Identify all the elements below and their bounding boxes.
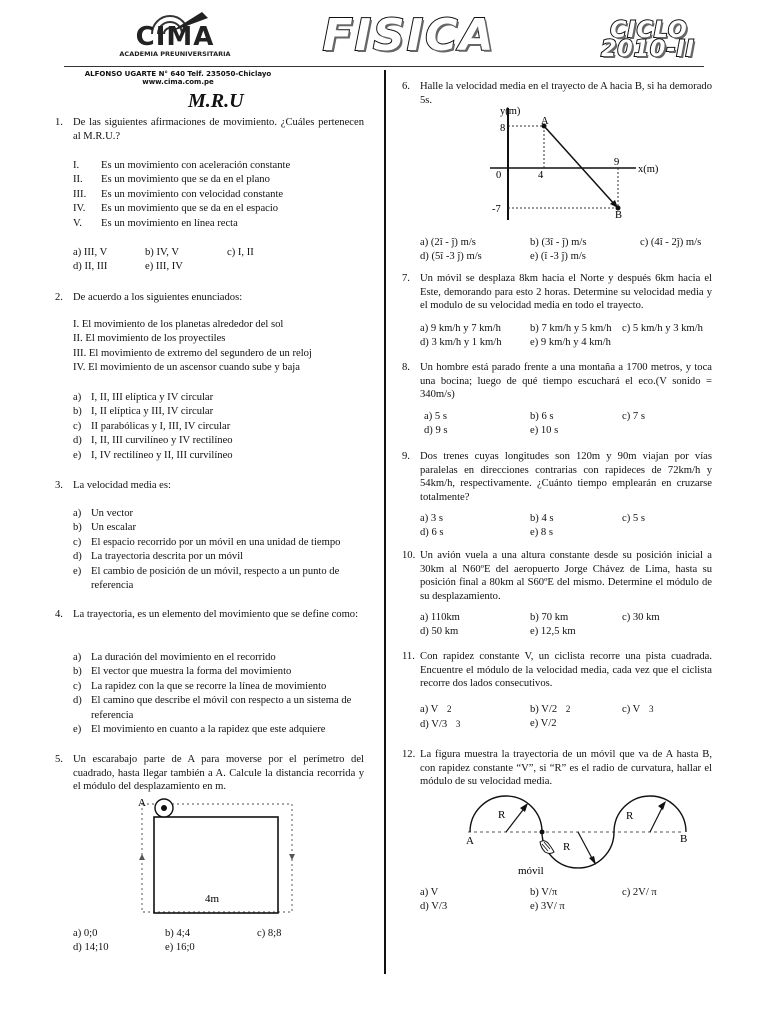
option: c) 7 s [622,411,645,422]
question-number: 9. [402,451,410,462]
question-number: 5. [55,754,63,765]
tick-label: 4 [538,170,544,181]
q3-options [73,507,365,593]
question-number: 10. [402,550,416,561]
ciclo-year: 2010-II [601,37,695,62]
option: b) (3î - ĵ) m/s [530,237,587,248]
option: b) IV, V [145,247,180,258]
option: d) 6 s [420,527,444,539]
list-item: I. El movimiento de los planetas alrededor del sol [73,319,284,330]
option: d) V/3 [420,901,448,913]
option: d) El camino que describe el móvil con respecto a un sistema de referencia [73,695,352,721]
option: a) I, II, III elíptica y IV circular [73,392,214,403]
question-number: 1. [55,117,63,128]
option: d) II, III [73,261,108,273]
option: b) 6 s [530,411,554,422]
option: c) La rapidez con la que se recorre la línea de movimiento [73,680,327,692]
question-text: Un escarabajo parte de A para moverse por el perímetro del cuadrado, hasta llegar también a A. Calcule la distancia recorrida y el módulo del desplazamiento en m. [73,754,364,793]
list-item: III. El movimiento de extremo del segundero de un reloj [73,347,312,359]
q11-options [420,702,720,733]
option: d) La trayectoria descrita por un móvil [73,551,244,563]
sqrt-radicand: 2 [565,704,571,714]
y-axis-label: y(m) [500,106,521,117]
q5-square-figure [130,796,300,920]
option: a) 9 km/h y 7 km/h [420,323,501,334]
option: a) 110km [420,612,460,623]
tick-label: 0 [496,170,502,181]
option: b) V/π [530,887,558,898]
question-9 [402,450,712,504]
q8-options [424,410,724,439]
option: e) El movimiento en cuanto a la rapidez que este adquiere [73,724,326,736]
label-a: A [138,797,146,809]
question-text: La velocidad media es: [73,480,171,491]
list-item: IV. Es un movimiento que se da en el espacio [73,203,279,215]
logo-text: CIMA [135,22,215,52]
list-item: V. Es un movimiento en línea recta [73,217,238,229]
option: c) V 3 [622,704,654,715]
question-text: Un hombre está parado frente a una montaña a 1700 metros, y toca una bocina; luego de qué tiempo escuchará el eco.(V sonido = 340m/s) [420,362,712,401]
q12-trajectory-figure [460,786,700,884]
option: d) (5î -3 ĵ) m/s [420,251,482,263]
question-text: De las siguientes afirmaciones de movimiento. ¿Cuáles pertenecen al M.R.U.? [73,117,364,142]
x-axis-label: x(m) [638,164,659,175]
q4-options [73,651,365,737]
ciclo-label: CICLO [610,18,688,43]
option: e) I, IV rectilíneo y II, III curvilíneo [73,449,233,461]
radius-label: R [498,809,506,821]
option: e) 16;0 [165,942,195,954]
q7-options [420,322,720,351]
point-b-label: B [680,833,688,845]
point-b-label: B [615,210,623,221]
radius-label: R [563,841,571,853]
tick-label: -7 [492,204,501,215]
question-number: 12. [402,749,416,760]
option: c) II parabólicas y I, III, IV circular [73,420,231,432]
list-item: II. El movimiento de los proyectiles [73,333,226,345]
option: c) 2V/ π [622,887,657,898]
movil-label: móvil [518,865,544,877]
option: e) 10 s [530,425,559,437]
option: c) 30 km [622,612,660,623]
option: d) V/3 3 [420,719,461,731]
sqrt-radicand: 2 [447,704,452,714]
option: b) El vector que muestra la forma del movimiento [73,666,292,678]
question-number: 8. [402,362,410,373]
option: a) La duración del movimiento en el recorrido [73,652,276,663]
header [0,0,768,86]
q5-options [73,927,373,956]
question-text: Con rapidez constante V, un ciclista recorre una pista cuadrada. Encuentre el módulo de la velocidad media, cada vez que el ciclista recorre dos lados consecutivos. [420,651,712,690]
question-text: Dos trenes cuyas longitudes son 120m y 90m viajan por vías paralelas en direcciones contrarias con rapideces de 72km/h y 54km/h, respectivamente. ¿Cuánto tiempo emplearán en cruzarse totalmente? [420,451,712,503]
sqrt-radicand: 3 [649,704,654,714]
header-web: www.cima.com.pe [142,78,214,86]
option: e) (î -3 ĵ) m/s [530,251,586,263]
option: d) I, II, III curvilíneo y IV rectilíneo [73,435,233,447]
option: c) (4î - 2ĵ) m/s [640,237,702,248]
option: b) 4;4 [165,928,191,939]
question-text: La figura muestra la trayectoria de un móvil que va de A hasta B, con rapidez constante “V”, si “R” es el radio de curvatura, hallar el módulo de su velocidad media. [420,749,712,788]
question-11 [402,650,712,691]
question-number: 2. [55,292,63,303]
option: e) 12,5 km [530,626,576,638]
question-1 [55,116,364,143]
option: c) El espacio recorrido por un móvil en una unidad de tiempo [73,536,341,548]
question-2 [55,291,364,305]
option: e) 3V/ π [530,901,565,913]
option: e) 9 km/h y 4 km/h [530,337,611,349]
option: e) III, IV [145,261,183,273]
radius-label: R [626,810,634,822]
option: b) 70 km [530,612,569,623]
question-8 [402,361,712,402]
header-address: ALFONSO UGARTE N° 640 Telf. 235050-Chiclayo [84,70,272,78]
option: a) 5 s [424,411,447,422]
option: d) 50 km [420,626,459,638]
option: a) Un vector [73,508,134,519]
option: e) V/2 [530,718,557,730]
hand-icon [540,841,554,854]
option: e) 8 s [530,527,553,539]
option: d) 3 km/h y 1 km/h [420,337,502,349]
side-label: 4m [205,893,220,905]
q6-graph-figure [486,104,666,224]
option: c) 8;8 [257,928,282,939]
option: c) 5 km/h y 3 km/h [622,323,703,334]
column-divider [384,70,386,974]
question-5 [55,753,364,794]
question-number: 6. [402,81,410,92]
q1-statements [73,159,373,231]
option: a) V 2 [420,704,452,715]
sqrt-radicand: 3 [455,719,461,730]
option: b) 7 km/h y 5 km/h [530,323,612,334]
tick-label: 8 [500,123,506,134]
header-divider [64,66,704,67]
logo-subtitle: ACADEMIA PREUNIVERSITARIA [119,50,231,58]
option: b) 4 s [530,513,554,524]
question-number: 4. [55,609,63,620]
list-item: II. Es un movimiento que se da en el plano [73,174,270,186]
option: a) III, V [73,247,108,258]
option: d) 9 s [424,425,448,437]
option: b) V/2 2 [530,704,571,715]
question-number: 11. [402,651,415,662]
q2-statements [73,318,373,376]
q12-options [420,886,720,915]
option: b) I, II elíptica y III, IV circular [73,406,214,418]
option: c) I, II [227,247,254,258]
q6-options [420,236,720,265]
q2-options [73,391,373,463]
q9-options [420,512,720,541]
question-3 [55,479,364,493]
option: b) Un escalar [73,522,136,534]
option: d) 14;10 [73,942,109,954]
q1-options [73,246,373,275]
point-a-label: A [466,835,474,847]
tick-label: 9 [614,157,620,168]
question-text: Halle la velocidad media en el trayecto de A hacia B, si ha demorado 5s. [420,81,712,106]
question-text: De acuerdo a los siguientes enunciados: [73,292,243,303]
list-item: III. Es un movimiento con velocidad constante [73,188,284,200]
question-number: 7. [402,273,410,284]
option: c) 5 s [622,513,645,524]
list-item: I. Es un movimiento con aceleración constante [73,160,291,171]
option: e) El cambio de posición de un móvil, respecto a un punto de referencia [73,565,340,592]
question-text: Un móvil se desplaza 8km hacia el Norte y después 6km hacia el Este, demorando para esto 2 horas. Determine su velocidad media y el modulo de su velocidad media en todo el trayecto. [420,273,712,312]
option: a) V [420,887,439,898]
question-number: 3. [55,480,63,491]
question-text: La trayectoria, es un elemento del movimiento que se define como: [73,609,359,620]
option: a) (2î - ĵ) m/s [420,237,476,248]
list-item: IV. El movimiento de un ascensor cuando sube y baja [73,362,300,374]
question-7 [402,272,712,313]
page-title: FISICA [322,10,496,61]
option: a) 3 s [420,513,443,524]
option: a) 0;0 [73,928,98,939]
question-12 [402,748,712,789]
question-text: Un avión vuela a una altura constante desde su posición inicial a 30km al N60ºE del aeropuerto Jorge Chávez de Lima, hasta su posición final a 80km al S60ºE del mismo. Determine el módulo de su desplazamiento. [420,550,712,602]
q10-options [420,611,720,640]
question-10 [402,549,712,603]
section-title: M.R.U [188,90,244,112]
point-a-label: A [541,116,549,127]
question-4 [55,608,364,622]
